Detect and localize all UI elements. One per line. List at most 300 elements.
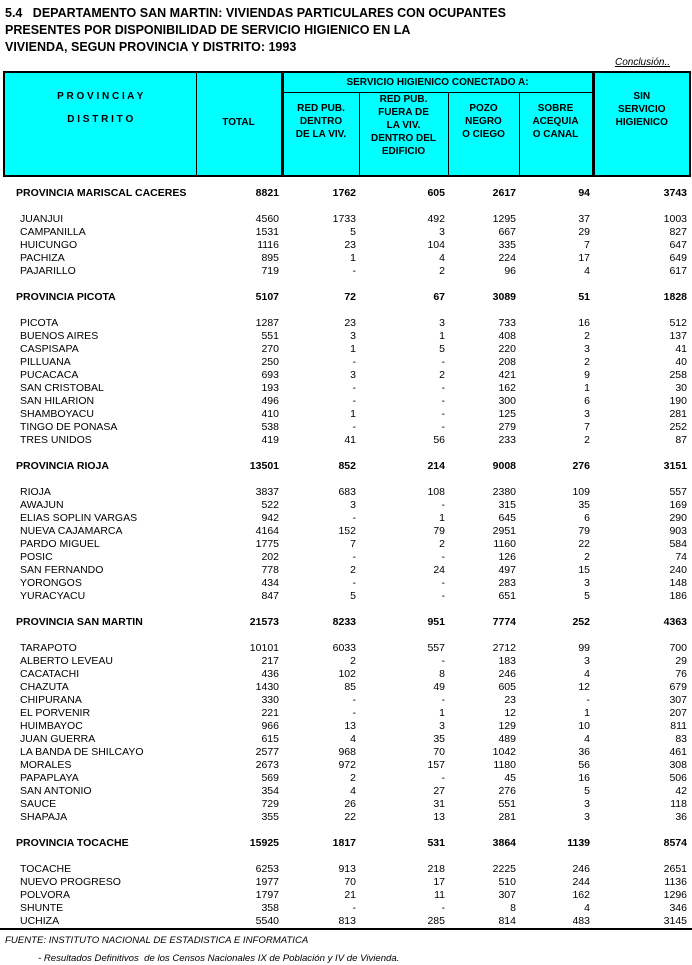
cell-value: 207 xyxy=(669,707,687,719)
cell-value: 4 xyxy=(584,668,590,680)
header-line: NEGRO xyxy=(465,116,502,127)
group-header-servicio-higienico: SERVICIO HIGIENICO CONECTADO A: xyxy=(282,72,593,93)
cell-value: - xyxy=(352,707,356,719)
cell-value: 99 xyxy=(578,642,590,654)
cell-value: 12 xyxy=(504,707,516,719)
cell-name: YURACYACU xyxy=(20,590,86,602)
cell-name: TOCACHE xyxy=(20,863,72,875)
district-row xyxy=(4,226,690,239)
cell-value: 5 xyxy=(584,785,590,797)
cell-name: PARDO MIGUEL xyxy=(20,538,100,550)
cell-value: 4 xyxy=(350,785,356,797)
cell-value: 538 xyxy=(261,421,279,433)
cell-value: 285 xyxy=(427,915,445,927)
cell-value: 186 xyxy=(669,590,687,602)
cell-value: 346 xyxy=(669,902,687,914)
cell-value: 1430 xyxy=(255,681,279,693)
cell-value: 27 xyxy=(433,785,445,797)
cell-name: PACHIZA xyxy=(20,252,65,264)
cell-value: - xyxy=(352,356,356,368)
cell-value: 1295 xyxy=(492,213,516,225)
cell-value: 220 xyxy=(498,343,516,355)
cell-value: 410 xyxy=(261,408,279,420)
province-row xyxy=(4,460,690,473)
cell-name: PROVINCIA MARISCAL CACERES xyxy=(16,187,187,199)
cell-value: - xyxy=(352,512,356,524)
cell-value: 67 xyxy=(433,291,445,303)
cell-value: 11 xyxy=(434,889,445,901)
district-row xyxy=(4,486,690,499)
district-row xyxy=(4,772,690,785)
spacer-row xyxy=(4,629,690,642)
cell-value: 778 xyxy=(261,564,279,576)
header-line: DENTRO xyxy=(299,116,343,127)
cell-value: 252 xyxy=(669,421,687,433)
district-row xyxy=(4,421,690,434)
spacer-row xyxy=(4,603,690,616)
cell-value: 972 xyxy=(338,759,356,771)
district-row xyxy=(4,577,690,590)
page-title xyxy=(0,0,692,56)
cell-value: 3 xyxy=(584,798,590,810)
cell-value: - xyxy=(441,694,445,706)
spacer-row xyxy=(4,278,690,291)
cell-value: 13 xyxy=(433,811,445,823)
spacer-row xyxy=(4,824,690,837)
cell-value: 35 xyxy=(578,499,590,511)
cell-value: - xyxy=(352,902,356,914)
cell-value: 966 xyxy=(261,720,279,732)
cell-value: 16 xyxy=(578,772,590,784)
cell-name: TINGO DE PONASA xyxy=(20,421,118,433)
page-footer xyxy=(0,935,692,965)
column-header-sin-servicio xyxy=(593,72,690,176)
cell-value: 2951 xyxy=(492,525,516,537)
cell-value: 6 xyxy=(584,512,590,524)
cell-value: 281 xyxy=(498,811,516,823)
cell-value: 1 xyxy=(350,343,356,355)
cell-name: JUANJUI xyxy=(20,213,64,225)
cell-value: 2 xyxy=(439,538,445,550)
district-row xyxy=(4,681,690,694)
district-row xyxy=(4,798,690,811)
cell-value: - xyxy=(352,382,356,394)
district-row xyxy=(4,785,690,798)
column-header-red-pub-fuera xyxy=(359,93,448,177)
cell-name: NUEVA CAJAMARCA xyxy=(20,525,123,537)
cell-value: 968 xyxy=(338,746,356,758)
cell-value: 645 xyxy=(498,512,516,524)
cell-name: CACATACHI xyxy=(20,668,80,680)
cell-value: 276 xyxy=(572,460,590,472)
cell-value: 6 xyxy=(584,395,590,407)
cell-name: SAN ANTONIO xyxy=(20,785,92,797)
cell-value: 1762 xyxy=(332,187,356,199)
cell-name: HUIMBAYOC xyxy=(20,720,83,732)
column-header-pozo-negro xyxy=(448,93,519,177)
spacer-row xyxy=(4,473,690,486)
cell-name: ALBERTO LEVEAU xyxy=(20,655,113,667)
cell-value: 4 xyxy=(584,902,590,914)
spacer-row xyxy=(4,850,690,863)
cell-value: 23 xyxy=(344,317,356,329)
header-line: DENTRO DEL xyxy=(371,133,436,144)
cell-value: 605 xyxy=(427,187,445,199)
cell-value: 308 xyxy=(669,759,687,771)
cell-value: 202 xyxy=(261,551,279,563)
cell-value: 108 xyxy=(427,486,445,498)
district-row xyxy=(4,317,690,330)
cell-name: HUICUNGO xyxy=(20,239,78,251)
cell-name: EL PORVENIR xyxy=(20,707,91,719)
cell-value: 252 xyxy=(572,616,590,628)
cell-value: 1817 xyxy=(332,837,356,849)
cell-name: POSIC xyxy=(20,551,53,563)
cell-value: 45 xyxy=(504,772,516,784)
cell-value: 37 xyxy=(578,213,590,225)
cell-value: 1287 xyxy=(255,317,279,329)
cell-value: 2 xyxy=(439,369,445,381)
cell-value: 512 xyxy=(669,317,687,329)
header-line: SOBRE xyxy=(537,103,574,114)
cell-value: 56 xyxy=(578,759,590,771)
cell-value: 2 xyxy=(350,655,356,667)
cell-value: 2 xyxy=(350,564,356,576)
cell-value: 434 xyxy=(261,577,279,589)
cell-value: 510 xyxy=(498,876,516,888)
district-row xyxy=(4,551,690,564)
cell-value: 852 xyxy=(338,460,356,472)
cell-value: 522 xyxy=(261,499,279,511)
header-line: FUERA DE xyxy=(378,107,429,118)
cell-value: - xyxy=(441,356,445,368)
cell-value: 315 xyxy=(498,499,516,511)
district-row xyxy=(4,213,690,226)
cell-value: - xyxy=(441,382,445,394)
cell-value: 733 xyxy=(498,317,516,329)
cell-value: 1136 xyxy=(664,876,687,888)
cell-value: 300 xyxy=(498,395,516,407)
cell-value: 358 xyxy=(261,902,279,914)
cell-value: 506 xyxy=(669,772,687,784)
cell-value: 811 xyxy=(670,720,687,732)
cell-value: 87 xyxy=(675,434,687,446)
spacer-cell xyxy=(4,603,690,616)
cell-value: 15 xyxy=(578,564,590,576)
district-row xyxy=(4,434,690,447)
cell-value: 5107 xyxy=(255,291,279,303)
cell-value: 3 xyxy=(584,343,590,355)
cell-value: 913 xyxy=(338,863,356,875)
district-row xyxy=(4,369,690,382)
cell-value: 79 xyxy=(578,525,590,537)
cell-value: 354 xyxy=(261,785,279,797)
cell-value: 1 xyxy=(350,252,356,264)
cell-value: 218 xyxy=(427,863,445,875)
cell-value: 489 xyxy=(498,733,516,745)
cell-value: 224 xyxy=(498,252,516,264)
cell-value: 76 xyxy=(675,668,687,680)
cell-value: 104 xyxy=(427,239,445,251)
cell-value: 8574 xyxy=(663,837,687,849)
cell-value: 126 xyxy=(498,551,516,563)
district-row xyxy=(4,265,690,278)
cell-value: - xyxy=(352,265,356,277)
cell-value: 3 xyxy=(439,317,445,329)
cell-name: UCHIZA xyxy=(20,915,60,927)
cell-value: 96 xyxy=(504,265,516,277)
cell-name: AWAJUN xyxy=(20,499,64,511)
cell-value: 4 xyxy=(439,252,445,264)
spacer-cell xyxy=(4,200,690,213)
cell-value: 551 xyxy=(261,330,279,342)
cell-value: - xyxy=(352,551,356,563)
cell-value: 72 xyxy=(344,291,356,303)
district-row xyxy=(4,915,690,928)
cell-value: 42 xyxy=(675,785,687,797)
district-row xyxy=(4,395,690,408)
cell-value: 3 xyxy=(350,330,356,342)
cell-value: 74 xyxy=(675,551,687,563)
cell-value: 70 xyxy=(344,876,356,888)
cell-value: 1797 xyxy=(255,889,279,901)
cell-value: 208 xyxy=(498,356,516,368)
cell-value: - xyxy=(441,408,445,420)
cell-value: 6033 xyxy=(332,642,356,654)
cell-value: 3151 xyxy=(663,460,687,472)
cell-value: 21 xyxy=(344,889,356,901)
header-line: LA VIV. xyxy=(386,120,421,131)
cell-value: 895 xyxy=(261,252,279,264)
cell-value: 667 xyxy=(498,226,516,238)
spacer-cell xyxy=(4,473,690,486)
cell-value: 719 xyxy=(261,265,279,277)
cell-value: 1 xyxy=(439,330,445,342)
cell-name: CASPISAPA xyxy=(20,343,79,355)
cell-value: 7 xyxy=(350,538,356,550)
cell-value: 813 xyxy=(338,915,356,927)
cell-value: 4560 xyxy=(255,213,279,225)
district-row xyxy=(4,590,690,603)
cell-value: 569 xyxy=(261,772,279,784)
cell-value: 496 xyxy=(261,395,279,407)
cell-value: 335 xyxy=(498,239,516,251)
cell-value: 250 xyxy=(261,356,279,368)
cell-value: 70 xyxy=(433,746,445,758)
cell-value: 56 xyxy=(433,434,445,446)
cell-value: 2380 xyxy=(492,486,516,498)
cell-value: - xyxy=(441,655,445,667)
district-row xyxy=(4,512,690,525)
cell-value: 244 xyxy=(572,876,590,888)
cell-value: 83 xyxy=(675,733,687,745)
cell-name: SAN CRISTOBAL xyxy=(20,382,104,394)
cell-name: TRES UNIDOS xyxy=(20,434,92,446)
province-row xyxy=(4,187,690,200)
cell-value: 258 xyxy=(669,369,687,381)
cell-value: 148 xyxy=(669,577,687,589)
cell-value: 17 xyxy=(578,252,590,264)
district-row xyxy=(4,564,690,577)
cell-value: 51 xyxy=(578,291,590,303)
cell-value: 903 xyxy=(669,525,687,537)
cell-value: 1828 xyxy=(663,291,687,303)
spacer-cell xyxy=(4,304,690,317)
cell-value: 10101 xyxy=(249,642,279,654)
cell-value: 1531 xyxy=(255,226,279,238)
district-row xyxy=(4,252,690,265)
cell-value: 1733 xyxy=(332,213,356,225)
cell-name: BUENOS AIRES xyxy=(20,330,99,342)
cell-value: 8 xyxy=(510,902,516,914)
continuation-note xyxy=(0,56,692,71)
district-row xyxy=(4,889,690,902)
cell-name: PROVINCIA TOCACHE xyxy=(16,837,129,849)
cell-value: 3 xyxy=(584,655,590,667)
cell-value: 35 xyxy=(433,733,445,745)
table-bottom-rule xyxy=(0,928,692,930)
cell-name: SAN HILARION xyxy=(20,395,95,407)
cell-name: LA BANDA DE SHILCAYO xyxy=(20,746,144,758)
header-line: D I S T R I T O xyxy=(67,114,134,125)
cell-value: 2577 xyxy=(255,746,279,758)
spacer-cell xyxy=(4,824,690,837)
cell-value: 2 xyxy=(584,356,590,368)
cell-name: CHAZUTA xyxy=(20,681,69,693)
cell-value: 41 xyxy=(675,343,687,355)
cell-value: 24 xyxy=(433,564,445,576)
cell-value: 1296 xyxy=(663,889,687,901)
province-row xyxy=(4,837,690,850)
cell-name: SHAMBOYACU xyxy=(20,408,94,420)
district-row xyxy=(4,343,690,356)
cell-value: 3 xyxy=(584,577,590,589)
district-row xyxy=(4,642,690,655)
district-row xyxy=(4,655,690,668)
cell-value: 6253 xyxy=(255,863,279,875)
spacer-cell xyxy=(4,629,690,642)
cell-value: 36 xyxy=(675,811,687,823)
cell-name: PROVINCIA PICOTA xyxy=(16,291,116,303)
district-row xyxy=(4,694,690,707)
spacer-cell xyxy=(4,176,690,187)
cell-value: 3 xyxy=(350,369,356,381)
cell-value: - xyxy=(441,590,445,602)
cell-value: 40 xyxy=(675,356,687,368)
cell-value: 79 xyxy=(433,525,445,537)
province-row xyxy=(4,291,690,304)
district-row xyxy=(4,720,690,733)
header-line: RED PUB. xyxy=(379,94,428,105)
cell-value: 270 xyxy=(261,343,279,355)
cell-value: 4164 xyxy=(255,525,279,537)
cell-value: 3 xyxy=(439,720,445,732)
cell-name: PAJARILLO xyxy=(20,265,76,277)
column-header-provincia-distrito xyxy=(4,72,196,176)
column-header-red-pub-dentro xyxy=(282,93,359,177)
cell-value: 1775 xyxy=(255,538,279,550)
cell-value: 5 xyxy=(439,343,445,355)
cell-value: 157 xyxy=(427,759,445,771)
cell-value: - xyxy=(441,395,445,407)
cell-value: 283 xyxy=(498,577,516,589)
cell-value: 2673 xyxy=(255,759,279,771)
cell-value: 492 xyxy=(427,213,445,225)
footer-note: - Resultados Definitivos de los Censos Nacionales IX de Población y IV de Vivienda. xyxy=(38,953,400,964)
cell-value: 3 xyxy=(350,499,356,511)
cell-name: YORONGOS xyxy=(20,577,82,589)
cell-value: 2 xyxy=(350,772,356,784)
cell-value: 1003 xyxy=(663,213,687,225)
cell-value: 1 xyxy=(584,382,590,394)
cell-name: PILLUANA xyxy=(20,356,71,368)
cell-value: 15925 xyxy=(249,837,279,849)
cell-value: 1180 xyxy=(493,759,516,771)
spacer-cell xyxy=(4,850,690,863)
cell-value: 12 xyxy=(578,681,590,693)
cell-value: 461 xyxy=(669,746,687,758)
header-line: POZO xyxy=(469,103,498,114)
cell-value: 814 xyxy=(498,915,516,927)
cell-value: - xyxy=(352,421,356,433)
cell-value: 183 xyxy=(498,655,516,667)
cell-value: 9008 xyxy=(492,460,516,472)
district-row xyxy=(4,408,690,421)
district-row xyxy=(4,746,690,759)
cell-name: SAUCE xyxy=(20,798,57,810)
cell-value: 1977 xyxy=(255,876,279,888)
cell-value: 23 xyxy=(504,694,516,706)
cell-value: 693 xyxy=(261,369,279,381)
cell-value: - xyxy=(352,577,356,589)
cell-value: 584 xyxy=(669,538,687,550)
district-row xyxy=(4,499,690,512)
cell-value: 30 xyxy=(675,382,687,394)
cell-value: 2712 xyxy=(492,642,516,654)
cell-value: 13501 xyxy=(249,460,279,472)
cell-value: 5 xyxy=(350,590,356,602)
footer-source: FUENTE: INSTITUTO NACIONAL DE ESTADISTICA E INFORMATICA xyxy=(5,935,309,946)
cell-value: 651 xyxy=(498,590,516,602)
cell-name: SHAPAJA xyxy=(20,811,68,823)
cell-value: 23 xyxy=(344,239,356,251)
cell-value: 9 xyxy=(584,369,590,381)
cell-value: 5540 xyxy=(255,915,279,927)
cell-value: 2 xyxy=(439,265,445,277)
cell-value: 162 xyxy=(572,889,590,901)
cell-value: 307 xyxy=(498,889,516,901)
header-line: SERVICIO xyxy=(617,104,666,115)
cell-value: 22 xyxy=(344,811,356,823)
cell-name: NUEVO PROGRESO xyxy=(20,876,121,888)
cell-value: 649 xyxy=(669,252,687,264)
table-body xyxy=(4,176,690,928)
cell-value: 419 xyxy=(261,434,279,446)
cell-value: 109 xyxy=(572,486,590,498)
cell-value: 1116 xyxy=(257,239,279,251)
cell-value: 246 xyxy=(498,668,516,680)
cell-value: 551 xyxy=(498,798,516,810)
cell-value: 1 xyxy=(350,408,356,420)
cell-value: 951 xyxy=(427,616,445,628)
district-row xyxy=(4,382,690,395)
cell-value: 4 xyxy=(584,265,590,277)
cell-value: 246 xyxy=(572,863,590,875)
spacer-row xyxy=(4,176,690,187)
cell-name: PUCACACA xyxy=(20,369,79,381)
cell-value: 942 xyxy=(261,512,279,524)
cell-value: 17 xyxy=(433,876,445,888)
